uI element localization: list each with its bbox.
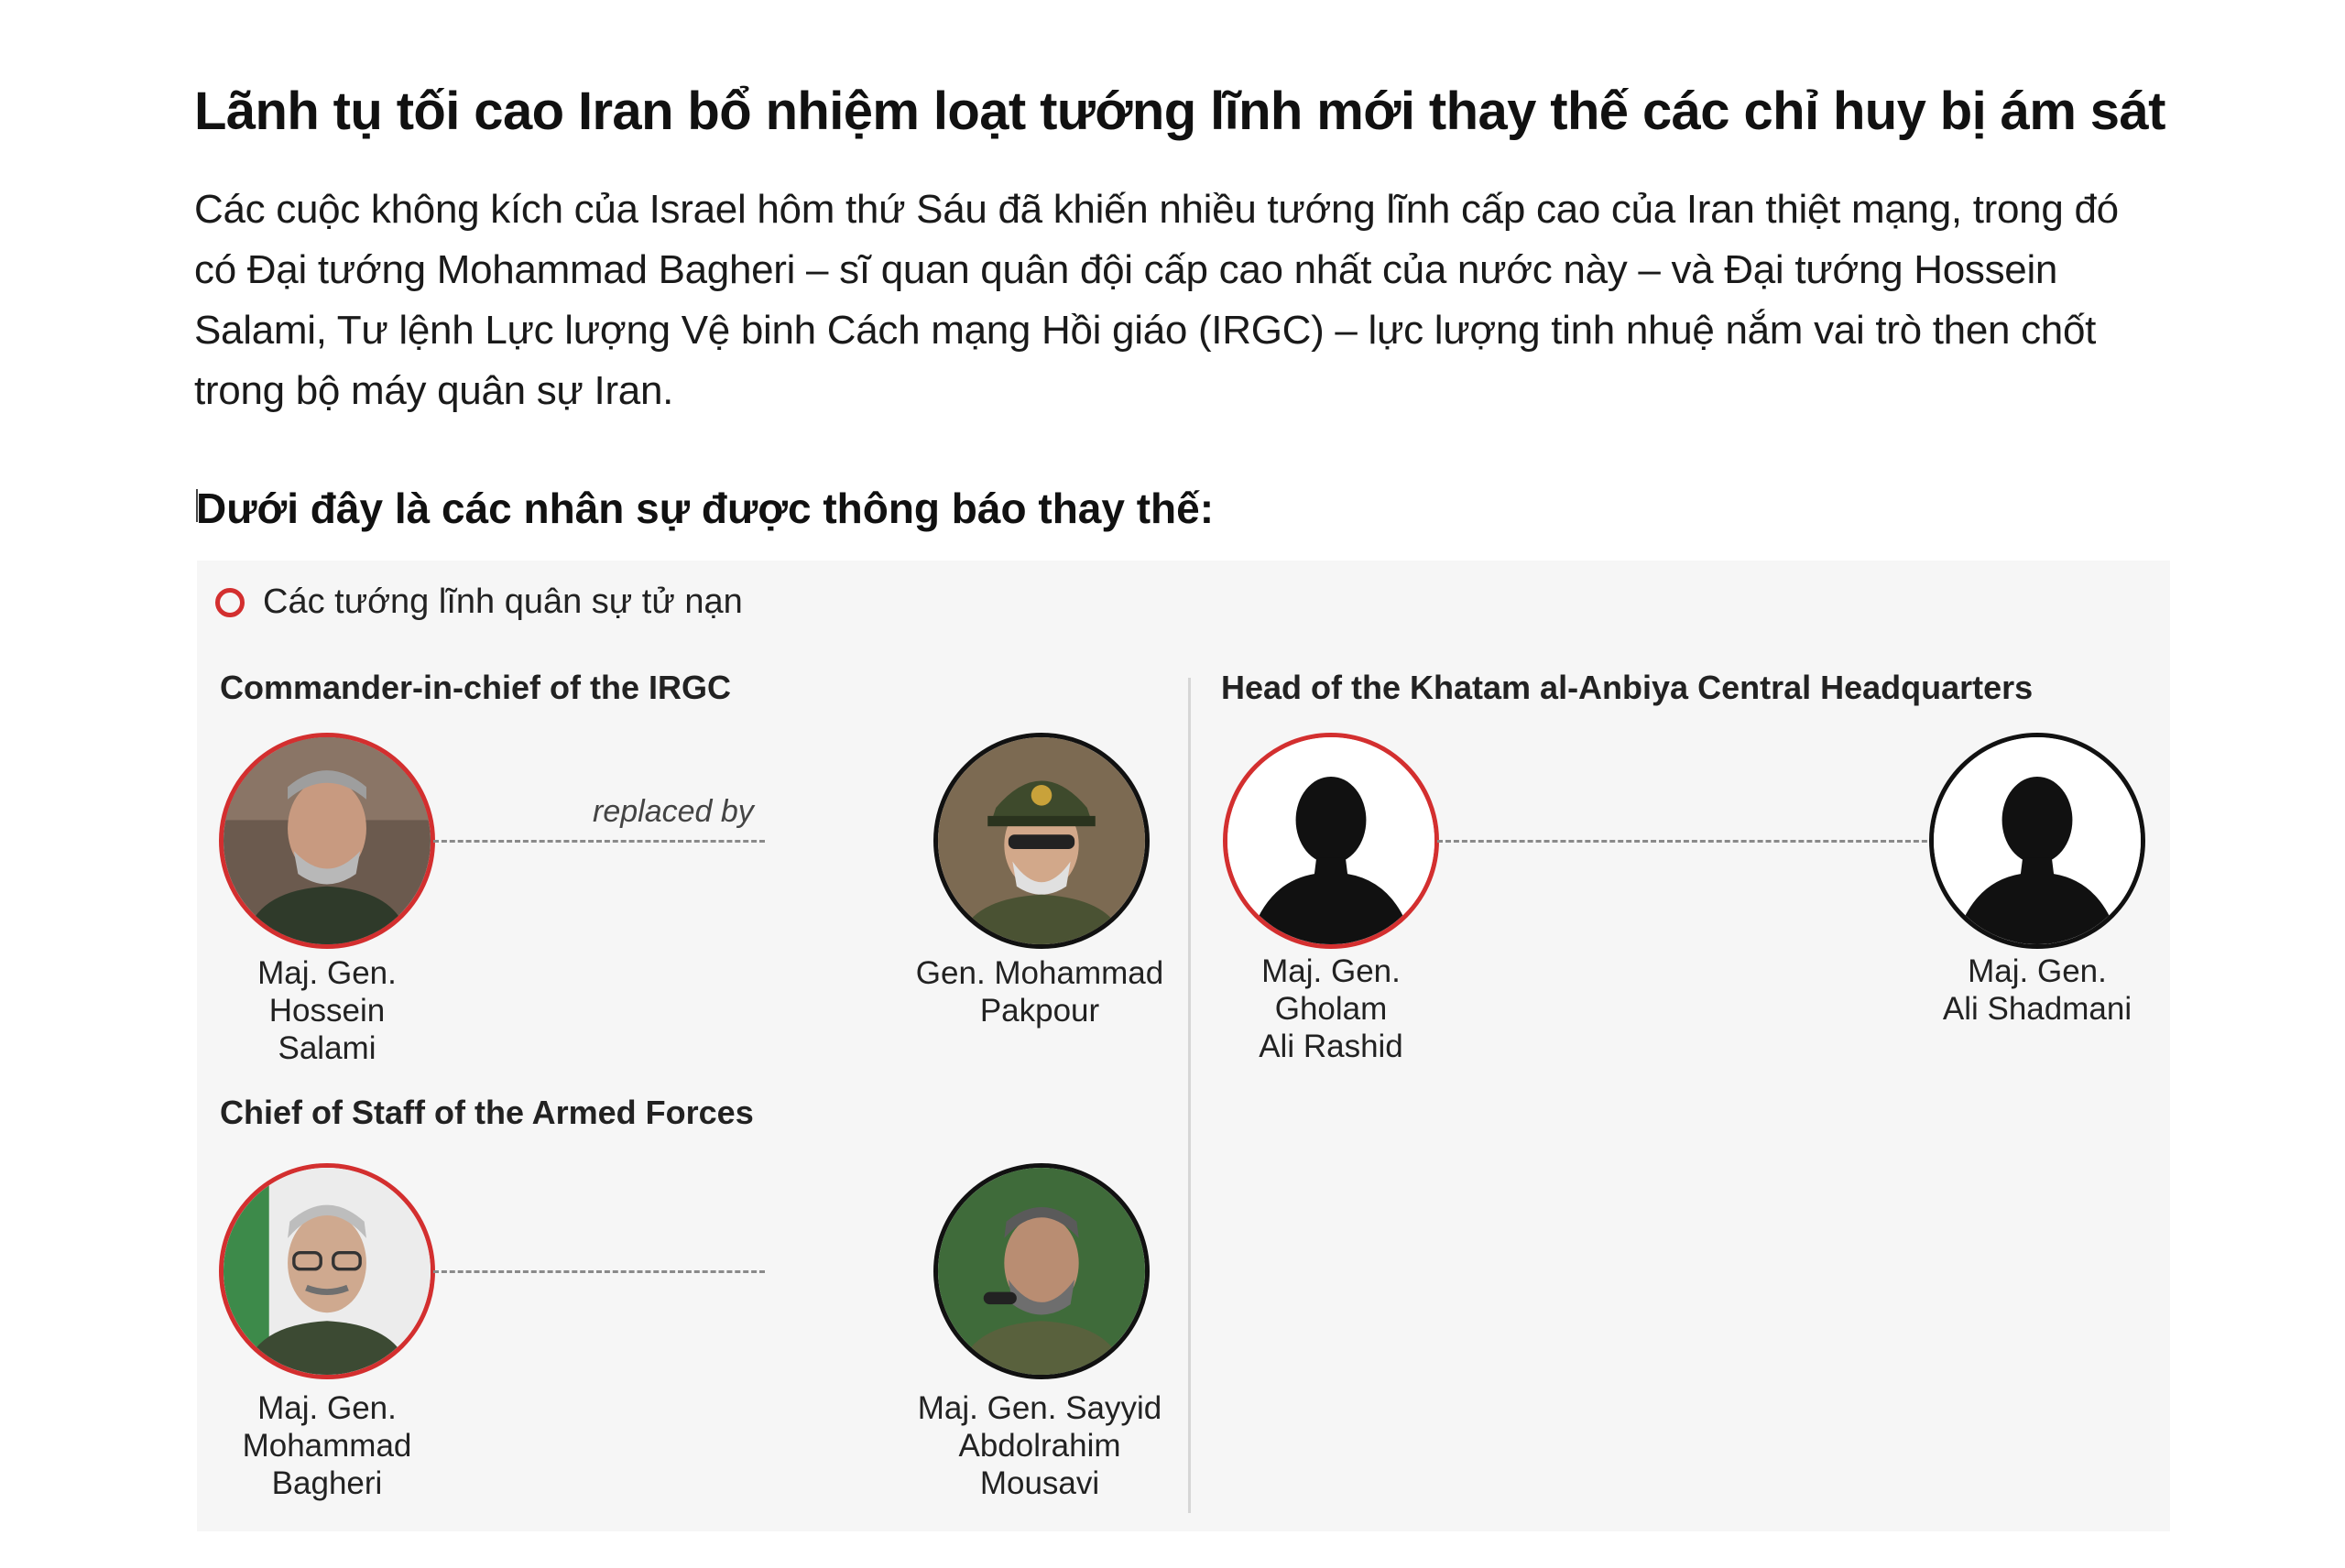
group-title-armed-forces: Chief of Staff of the Armed Forces	[220, 1094, 754, 1131]
replaced-by-label: replaced by	[593, 794, 754, 829]
replacement-infographic	[197, 561, 2170, 1531]
portrait-abdolrahim-mousavi	[933, 1163, 1150, 1379]
lede-line: Salami, Tư lệnh Lực lượng Vệ binh Cách mạng Hồi giáo (IRGC) – lực lượng tinh nhuệ nắm vai trò then chốt	[194, 308, 2097, 353]
lede-line: trong bộ máy quân sự Iran.	[194, 368, 674, 413]
person-photo-icon	[938, 737, 1145, 944]
person-photo-icon	[938, 1168, 1145, 1375]
name-successor-irgc: Gen. Mohammad Pakpour	[915, 955, 1164, 1029]
name-successor-armed-forces: Maj. Gen. Sayyid Abdolrahim Mousavi	[917, 1390, 1162, 1501]
legend-label: Các tướng lĩnh quân sự tử nạn	[263, 583, 743, 621]
lede-line: Các cuộc không kích của Israel hôm thứ Sáu đã khiến nhiều tướng lĩnh cấp cao của Iran thiệt mạng, trong đó	[194, 187, 2119, 232]
silhouette-icon	[1934, 737, 2141, 944]
name-successor-khatam: Maj. Gen. Ali Shadmani	[1942, 953, 2132, 1027]
article-title: Lãnh tụ tối cao Iran bổ nhiệm loạt tướng lĩnh mới thay thế các chỉ huy bị ám sát	[194, 82, 2165, 141]
portrait-mohammad-pakpour	[933, 733, 1150, 949]
name-killed-khatam: Maj. Gen. Gholam Ali Rashid	[1259, 953, 1403, 1064]
killed-ring-icon	[215, 588, 245, 617]
column-divider	[1188, 678, 1191, 1513]
silhouette-icon	[1227, 737, 1434, 944]
group-title-khatam: Head of the Khatam al-Anbiya Central Headquarters	[1221, 669, 2034, 706]
portrait-hossein-salami	[219, 733, 435, 949]
lede-line: có Đại tướng Mohammad Bagheri – sĩ quan quân đội cấp cao nhất của nước này – và Đại tướng Hossein	[194, 247, 2058, 292]
article-lede	[194, 180, 2173, 421]
person-photo-icon	[224, 737, 431, 944]
name-killed-irgc: Maj. Gen. Hossein Salami	[257, 955, 397, 1066]
group-title-irgc: Commander-in-chief of the IRGC	[220, 669, 732, 706]
person-photo-icon	[224, 1168, 431, 1375]
portrait-gholam-ali-rashid	[1223, 733, 1439, 949]
name-killed-armed-forces: Maj. Gen. Mohammad Bagheri	[242, 1390, 412, 1501]
connector-line	[433, 1270, 765, 1273]
legend	[215, 583, 743, 622]
portrait-ali-shadmani	[1929, 733, 2145, 949]
section-heading: Dưới đây là các nhân sự được thông báo thay thế:	[196, 485, 1215, 532]
portrait-mohammad-bagheri	[219, 1163, 435, 1379]
connector-line	[433, 840, 765, 843]
